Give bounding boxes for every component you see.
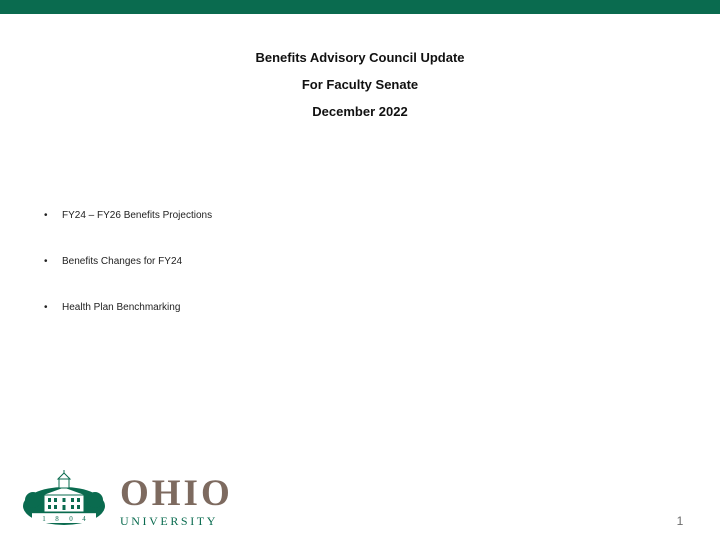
bullet-item <box>44 300 212 346</box>
bullet-dot: • <box>44 256 48 267</box>
ohio-university-logo <box>22 470 236 530</box>
cutler-hall-emblem-icon <box>22 470 106 528</box>
year-digit-4: 4 <box>82 515 86 523</box>
slide-title <box>0 44 720 125</box>
bullet-item <box>44 208 212 254</box>
logo-wordmark: OHIO <box>120 473 233 514</box>
year-digit-1: 1 <box>42 515 46 523</box>
title-line-3: December 2022 <box>312 104 408 119</box>
bullet-text: Benefits Changes for FY24 <box>62 256 183 267</box>
title-line-2: For Faculty Senate <box>301 77 419 92</box>
bullet-dot: • <box>44 210 48 221</box>
bullet-list <box>44 208 212 346</box>
bullet-dot: • <box>44 302 48 313</box>
year-digit-3: 0 <box>69 515 73 523</box>
bullet-text: FY24 – FY26 Benefits Projections <box>62 210 213 221</box>
page-number: 1 <box>676 514 684 528</box>
title-line-1: Benefits Advisory Council Update <box>255 50 465 65</box>
bullet-text: Health Plan Benchmarking <box>62 302 181 313</box>
top-accent-bar <box>0 0 720 14</box>
bullet-item <box>44 254 212 300</box>
year-digit-2: 8 <box>55 515 59 523</box>
logo-subtitle: UNIVERSITY <box>120 514 218 528</box>
